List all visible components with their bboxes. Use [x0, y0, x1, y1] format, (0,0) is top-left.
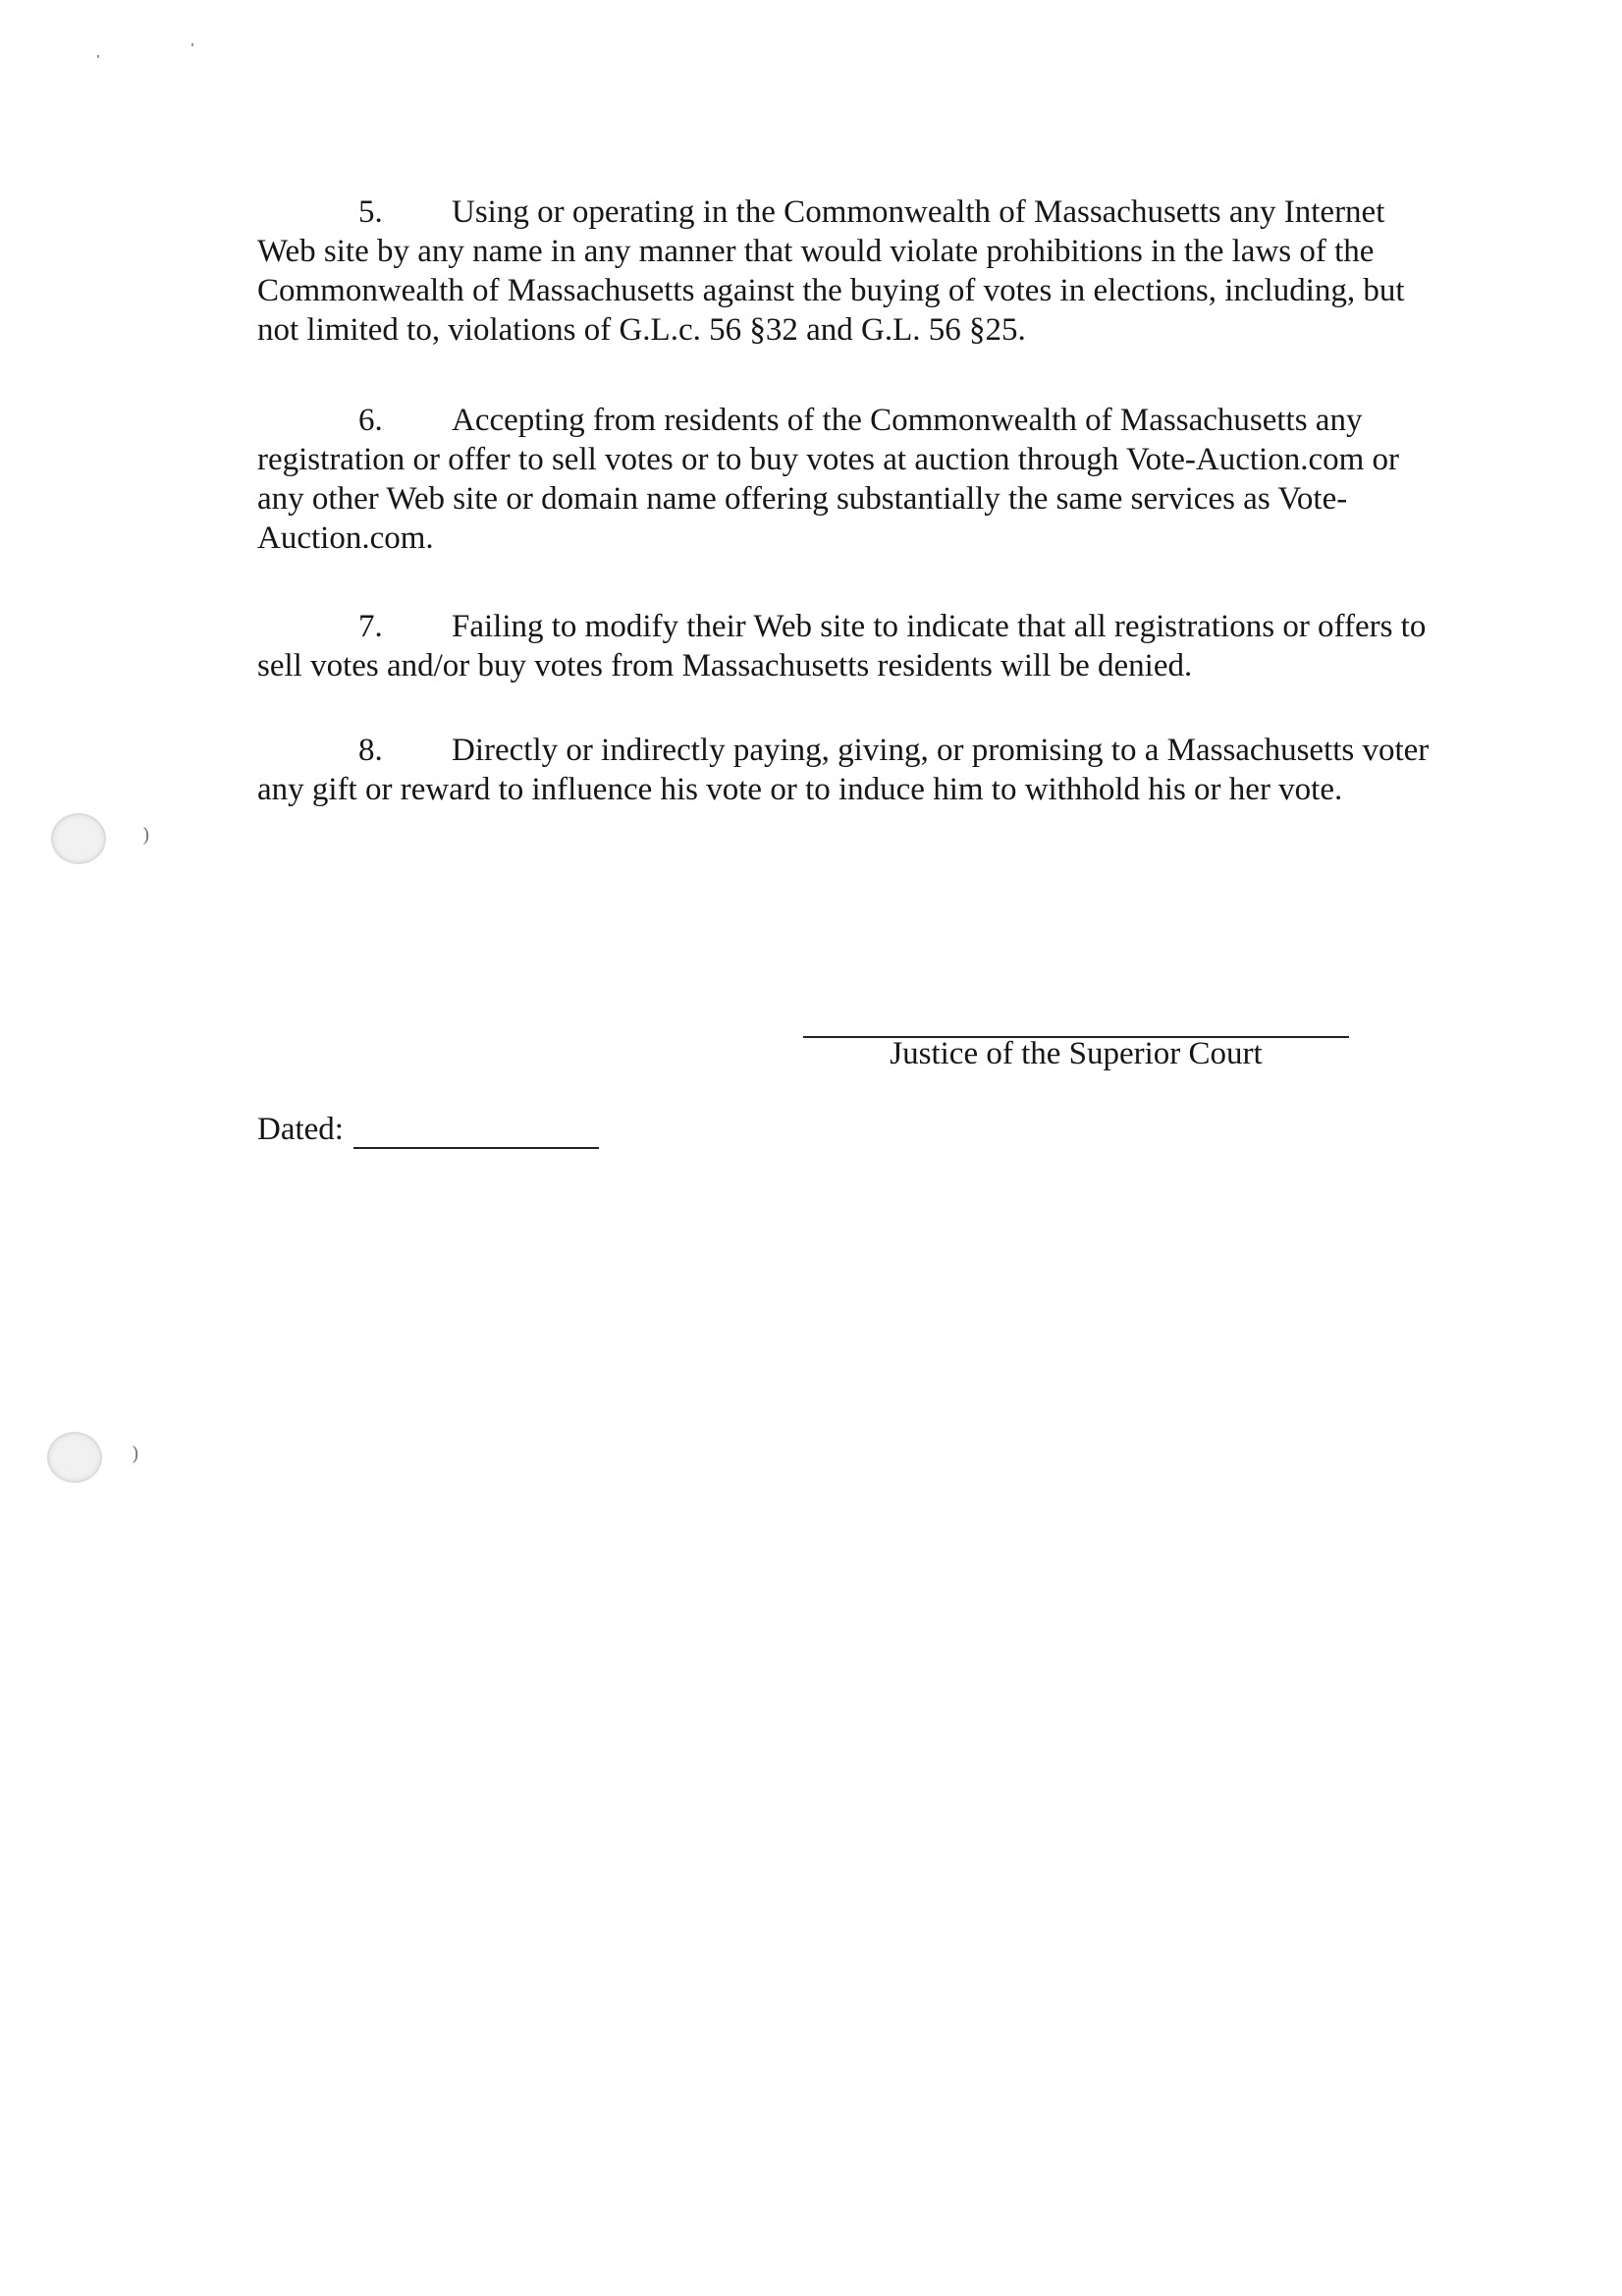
dated-field [257, 1110, 599, 1149]
paragraph-text: Using or operating in the Commonwealth of Massachusetts any Internet Web site by any name in any manner that would violate prohibitions in the laws of the Commonwealth of Massachusetts against the buying of votes in elections, including, but not limited to, violations of G.L.c. 56 §32 and G.L. 56 §25. [257, 194, 1405, 348]
paragraph-8 [257, 731, 1450, 809]
paragraph-5 [257, 192, 1450, 350]
paragraph-number: 6. [358, 403, 383, 438]
paragraph-text: Directly or indirectly paying, giving, or promising to a Massachusetts voter any gift or reward to influence his vote or to induce him to withhold his or her vote. [257, 733, 1430, 807]
punch-mark: ) [142, 823, 150, 847]
paragraph-6 [257, 401, 1450, 558]
scan-speck [191, 43, 193, 46]
signature-caption: Justice of the Superior Court [890, 1036, 1263, 1071]
signature-block [803, 1034, 1349, 1073]
punch-mark: ) [132, 1442, 139, 1465]
paragraph-number: 5. [358, 194, 383, 230]
hole-punch [51, 813, 106, 864]
paragraph-text: Failing to modify their Web site to indicate that all registrations or offers to sell votes and/or buy votes from Massachusetts residents will be denied. [257, 609, 1427, 683]
dated-label: Dated: [257, 1112, 344, 1147]
paragraph-text: Accepting from residents of the Commonwealth of Massachusetts any registration or offer to sell votes or to buy votes at auction through Vote-Auction.com or any other Web site or domain name offering substantially the same services as Vote-Auction.com. [257, 403, 1400, 556]
dated-blank-line [353, 1118, 599, 1149]
paragraph-7 [257, 607, 1450, 685]
hole-punch [47, 1432, 102, 1483]
paragraph-number: 8. [358, 733, 383, 768]
scan-speck [97, 55, 99, 58]
paragraph-number: 7. [358, 609, 383, 644]
